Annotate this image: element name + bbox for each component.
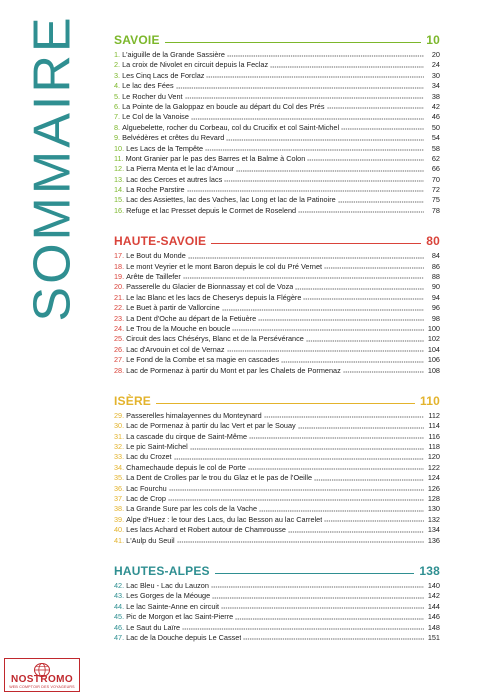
toc-entry[interactable]	[114, 251, 440, 261]
toc-entry[interactable]	[114, 303, 440, 313]
entry-page-number: 88	[431, 272, 440, 282]
entry-number: 24.	[114, 323, 125, 333]
entry-page-number: 100	[427, 323, 440, 333]
entry-title: Arête de Taillefer	[126, 272, 181, 282]
entry-title: Lac du Crozet	[126, 452, 172, 462]
entry-page-number: 78	[431, 205, 440, 215]
section-heading[interactable]	[114, 230, 440, 248]
section-heading[interactable]	[114, 29, 440, 47]
toc-entry[interactable]	[114, 195, 440, 205]
entry-list	[114, 411, 440, 546]
entry-page-number: 38	[431, 91, 440, 101]
dot-leader	[183, 277, 424, 279]
entry-title: Le Col de la Vanoise	[122, 112, 189, 122]
entry-number: 43.	[114, 591, 125, 601]
toc-entry[interactable]	[114, 81, 440, 91]
dot-leader	[232, 329, 424, 331]
entry-title: Le lac Sainte-Anne en circuit	[126, 601, 220, 611]
toc-entry[interactable]	[114, 355, 440, 365]
entry-number: 10.	[114, 143, 125, 153]
entry-number: 39.	[114, 514, 125, 524]
entry-number: 42.	[114, 581, 125, 590]
toc-entry[interactable]	[114, 293, 440, 303]
entry-page-number: 72	[431, 185, 440, 195]
toc-section	[114, 29, 440, 216]
toc-entry[interactable]	[114, 262, 440, 272]
entry-page-number: 106	[427, 355, 440, 365]
entry-page-number: 58	[431, 143, 440, 153]
entry-page-number: 42	[431, 101, 440, 111]
entry-title: La Grande Sure par les cols de la Vache	[126, 504, 258, 514]
dot-leader	[327, 107, 424, 109]
entry-number: 31.	[114, 431, 125, 441]
entry-number: 18.	[114, 261, 125, 271]
entry-page-number: 108	[427, 365, 440, 375]
dot-leader	[176, 87, 424, 89]
entry-number: 12.	[114, 164, 125, 174]
entry-number: 15.	[114, 195, 125, 205]
entry-page-number: 50	[431, 122, 440, 132]
toc-entry[interactable]	[114, 366, 440, 376]
entry-title: Lac de Pormenaz à partir du lac Vert et par le Souay	[126, 421, 296, 431]
entry-title: Alguebelette, rocher du Corbeau, col du Crucifix et col Saint-Michel	[122, 122, 340, 132]
entry-title: Lac de Pormenaz à partir du Mont et par les Chalets de Pormenaz	[126, 365, 341, 375]
toc-entry[interactable]	[114, 345, 440, 355]
entry-title: Lac de la Douche depuis Le Casset	[126, 632, 242, 642]
entry-number: 9.	[114, 133, 121, 143]
dot-leader	[221, 607, 424, 609]
dot-leader	[205, 149, 424, 151]
entry-page-number: 96	[431, 303, 440, 313]
entry-number: 16.	[114, 205, 125, 215]
entry-title: La Pointe de la Galoppaz en boucle au départ du Col des Prés	[122, 101, 325, 111]
entry-number: 7.	[114, 112, 121, 122]
toc-entry[interactable]	[114, 154, 440, 164]
entry-list	[114, 50, 440, 216]
entry-title: Lac Fourchu	[126, 483, 167, 493]
entry-title: Le Saut du Laïre	[126, 622, 181, 632]
entry-number: 22.	[114, 303, 125, 313]
entry-page-number: 94	[431, 292, 440, 302]
toc-entry[interactable]	[114, 92, 440, 102]
entry-title: Circuit des lacs Chésérys, Blanc et de la Persévérance	[126, 334, 304, 344]
toc-entry[interactable]	[114, 175, 440, 185]
section-name: SAVOIE	[114, 33, 160, 47]
toc-entry[interactable]	[114, 602, 440, 612]
entry-title: Lac des Assiettes, lac des Vaches, lac Long et lac de la Patinoire	[126, 195, 336, 205]
dot-leader	[298, 211, 424, 213]
entry-number: 23.	[114, 313, 125, 323]
entry-page-number: 24	[431, 60, 440, 70]
entry-page-number: 140	[427, 581, 440, 590]
entry-page-number: 151	[427, 632, 440, 642]
entry-number: 19.	[114, 272, 125, 282]
entry-number: 13.	[114, 174, 125, 184]
entry-number: 17.	[114, 251, 125, 261]
entry-page-number: 62	[431, 153, 440, 163]
dot-leader	[307, 159, 424, 161]
dot-leader	[185, 97, 424, 99]
entry-number: 41.	[114, 535, 125, 545]
toc-entry[interactable]	[114, 123, 440, 133]
entry-page-number: 84	[431, 251, 440, 261]
toc-section	[114, 390, 440, 546]
entry-number: 33.	[114, 452, 125, 462]
entry-title: Pic de Morgon et lac Saint-Pierre	[126, 612, 234, 622]
toc-entry[interactable]	[114, 324, 440, 334]
dot-leader	[222, 309, 424, 311]
dot-leader	[191, 118, 424, 120]
section-heading[interactable]	[114, 390, 440, 408]
entry-page-number: 126	[427, 483, 440, 493]
section-rule	[215, 573, 415, 574]
toc-entry[interactable]	[114, 442, 440, 452]
entry-number: 14.	[114, 185, 125, 195]
entry-number: 1.	[114, 49, 121, 59]
toc-entry[interactable]	[114, 525, 440, 535]
toc-entry[interactable]	[114, 473, 440, 483]
entry-title: La Pierra Menta et le lac d'Amour	[126, 164, 235, 174]
page-title: SOMMAIRE	[24, 14, 83, 322]
entry-page-number: 46	[431, 112, 440, 122]
dot-leader	[270, 66, 424, 68]
entry-title: Le Buet à partir de Vallorcine	[126, 303, 220, 313]
entry-page-number: 148	[427, 622, 440, 632]
toc-entry[interactable]	[114, 272, 440, 282]
toc-entry[interactable]	[114, 411, 440, 421]
entry-page-number: 144	[427, 601, 440, 611]
entry-title: Passerelle du Glacier de Bionnassay et col de Voza	[126, 282, 294, 292]
entry-title: Le Trou de la Mouche en boucle	[126, 323, 231, 333]
dot-leader	[258, 319, 424, 321]
logo-tagline: WEB COMPTOIR DES VOYAGEURS	[9, 685, 75, 689]
toc-entry[interactable]	[114, 432, 440, 442]
toc-entry[interactable]	[114, 144, 440, 154]
dot-leader	[248, 468, 424, 470]
dot-leader	[324, 520, 424, 522]
toc-entry[interactable]	[114, 612, 440, 622]
dot-leader	[226, 139, 424, 141]
entry-title: Alpe d'Huez : le tour des Lacs, du lac Besson au lac Carrelet	[126, 514, 323, 524]
dot-leader	[264, 416, 424, 418]
dot-leader	[188, 257, 424, 259]
toc-entry[interactable]	[114, 133, 440, 143]
toc-entry[interactable]	[114, 334, 440, 344]
entry-page-number: 70	[431, 174, 440, 184]
toc-entry[interactable]	[114, 463, 440, 473]
entry-number: 21.	[114, 292, 125, 302]
toc-entry[interactable]	[114, 504, 440, 514]
toc-entry[interactable]	[114, 494, 440, 504]
entry-number: 44.	[114, 601, 125, 611]
entry-number: 27.	[114, 355, 125, 365]
dot-leader	[227, 55, 424, 57]
dot-leader	[338, 201, 424, 203]
entry-page-number: 120	[427, 452, 440, 462]
entry-number: 20.	[114, 282, 125, 292]
entry-title: Les lacs Achard et Robert autour de Chamrousse	[126, 525, 286, 535]
entry-title: Le mont Veyrier et le mont Baron depuis le col du Pré Vernet	[126, 261, 323, 271]
entry-number: 45.	[114, 612, 125, 622]
section-page-number: 138	[419, 564, 440, 579]
toc-entry[interactable]	[114, 112, 440, 122]
dot-leader	[324, 267, 424, 269]
entry-title: Passerelles himalayennes du Monteynard	[126, 410, 262, 420]
table-of-contents	[114, 29, 440, 643]
toc-entry[interactable]	[114, 633, 440, 643]
entry-page-number: 134	[427, 525, 440, 535]
dot-leader	[235, 618, 424, 620]
entry-title: Lac Bleu - Lac du Lauzon	[126, 581, 209, 590]
entry-page-number: 112	[428, 410, 440, 420]
logo-brand: NOSTROMO	[10, 674, 74, 685]
dot-leader	[343, 371, 424, 373]
entry-title: Mont Granier par le pas des Barres et la Balme à Colon	[125, 153, 306, 163]
dot-leader	[168, 499, 424, 501]
dot-leader	[259, 510, 424, 512]
entry-number: 3.	[114, 70, 121, 80]
entry-page-number: 20	[431, 49, 440, 59]
dot-leader	[249, 437, 424, 439]
entry-page-number: 102	[427, 334, 440, 344]
entry-page-number: 118	[428, 442, 440, 452]
dot-leader	[190, 448, 424, 450]
entry-page-number: 66	[431, 164, 440, 174]
entry-number: 2.	[114, 60, 121, 70]
section-rule	[156, 403, 415, 404]
entry-number: 32.	[114, 442, 125, 452]
entry-page-number: 30	[431, 70, 440, 80]
entry-page-number: 75	[431, 195, 440, 205]
entry-list	[114, 581, 440, 643]
dot-leader	[236, 170, 424, 172]
entry-title: La Dent d'Oche au départ de la Fetiuère	[126, 313, 257, 323]
entry-title: Le lac Blanc et les lacs de Cheserys depuis la Flégère	[126, 292, 302, 302]
dot-leader	[211, 586, 424, 588]
dot-leader	[341, 128, 424, 130]
entry-page-number: 34	[431, 81, 440, 91]
section-page-number: 110	[420, 393, 440, 408]
entry-title: Lac d'Arvouin et col de Vernaz	[126, 344, 225, 354]
section-rule	[211, 243, 421, 244]
entry-page-number: 136	[427, 535, 440, 545]
section-rule	[165, 42, 422, 43]
entry-page-number: 116	[428, 431, 440, 441]
entry-number: 26.	[114, 344, 125, 354]
entry-number: 8.	[114, 122, 121, 132]
toc-entry[interactable]	[114, 71, 440, 81]
dot-leader	[306, 340, 424, 342]
toc-entry[interactable]	[114, 164, 440, 174]
entry-title: Les Gorges de la Méouge	[126, 591, 211, 601]
entry-number: 25.	[114, 334, 125, 344]
dot-leader	[177, 541, 424, 543]
entry-number: 35.	[114, 473, 125, 483]
toc-entry[interactable]	[114, 581, 440, 591]
toc-entry[interactable]	[114, 282, 440, 292]
toc-entry[interactable]	[114, 314, 440, 324]
dot-leader	[295, 288, 424, 290]
entry-page-number: 114	[428, 421, 440, 431]
entry-title: Le Rocher du Vent	[122, 91, 183, 101]
entry-number: 38.	[114, 504, 125, 514]
toc-entry[interactable]	[114, 421, 440, 431]
entry-number: 46.	[114, 622, 125, 632]
entry-page-number: 146	[427, 612, 440, 622]
dot-leader	[303, 298, 424, 300]
dot-leader	[224, 180, 424, 182]
entry-title: Lac des Cerces et autres lacs	[126, 174, 223, 184]
entry-title: Le Fond de la Combe et sa magie en cascades	[126, 355, 280, 365]
publisher-logo	[4, 658, 80, 692]
entry-title: Les Cinq Lacs de Forclaz	[122, 70, 205, 80]
section-name: HAUTES-ALPES	[114, 564, 210, 579]
toc-entry[interactable]	[114, 515, 440, 525]
entry-title: L'Aulp du Seuil	[126, 535, 175, 545]
entry-number: 37.	[114, 494, 125, 504]
entry-page-number: 54	[431, 133, 440, 143]
dot-leader	[182, 628, 424, 630]
entry-number: 34.	[114, 462, 125, 472]
entry-page-number: 122	[427, 462, 440, 472]
entry-page-number: 104	[427, 344, 440, 354]
entry-page-number: 132	[427, 514, 440, 524]
entry-title: Chamechaude depuis le col de Porte	[126, 462, 246, 472]
entry-title: La cascade du cirque de Saint-Même	[126, 431, 248, 441]
entry-page-number: 124	[427, 473, 440, 483]
dot-leader	[281, 361, 424, 363]
dot-leader	[169, 489, 424, 491]
toc-entry[interactable]	[114, 453, 440, 463]
toc-entry[interactable]	[114, 185, 440, 195]
section-name: ISÈRE	[114, 393, 152, 408]
toc-section	[114, 230, 440, 376]
dot-leader	[314, 479, 424, 481]
entry-number: 11.	[114, 153, 124, 163]
entry-number: 28.	[114, 365, 125, 375]
dot-leader	[243, 638, 424, 640]
entry-number: 29.	[114, 410, 125, 420]
entry-title: Belvédères et crêtes du Revard	[122, 133, 225, 143]
page-title-vertical	[22, 14, 84, 322]
entry-number: 40.	[114, 525, 125, 535]
entry-page-number: 142	[427, 591, 440, 601]
section-page-number: 80	[426, 234, 440, 249]
entry-title: Le lac des Fées	[122, 81, 174, 91]
toc-entry[interactable]	[114, 206, 440, 216]
toc-entry[interactable]	[114, 623, 440, 633]
entry-number: 30.	[114, 421, 125, 431]
entry-number: 6.	[114, 101, 121, 111]
dot-leader	[212, 597, 424, 599]
dot-leader	[187, 190, 424, 192]
entry-title: La croix de Nivolet en circuit depuis la Feclaz	[122, 60, 269, 70]
entry-number: 5.	[114, 91, 121, 101]
toc-entry[interactable]	[114, 50, 440, 60]
toc-entry[interactable]	[114, 102, 440, 112]
section-page-number: 10	[426, 33, 440, 47]
dot-leader	[227, 350, 425, 352]
entry-page-number: 86	[431, 261, 440, 271]
entry-page-number: 90	[431, 282, 440, 292]
entry-title: Le Bout du Monde	[126, 251, 186, 261]
entry-title: La Dent de Crolles par le trou du Glaz et le pas de l'Oeille	[126, 473, 313, 483]
entry-number: 4.	[114, 81, 121, 91]
toc-section	[114, 560, 440, 643]
entry-list	[114, 251, 440, 376]
entry-title: Refuge et lac Presset depuis le Cormet de Roselend	[126, 205, 297, 215]
entry-page-number: 130	[427, 504, 440, 514]
dot-leader	[298, 427, 424, 429]
entry-title: L'aiguille de la Grande Sassière	[122, 49, 225, 59]
entry-page-number: 98	[431, 313, 440, 323]
entry-title: La Roche Parstire	[126, 185, 185, 195]
dot-leader	[206, 76, 424, 78]
toc-entry[interactable]	[114, 536, 440, 546]
entry-title: Lac de Crop	[126, 494, 166, 504]
entry-page-number: 128	[427, 494, 440, 504]
entry-number: 47.	[114, 632, 125, 642]
toc-entry[interactable]	[114, 60, 440, 70]
dot-leader	[174, 458, 424, 460]
section-name: HAUTE-SAVOIE	[114, 234, 207, 249]
entry-title: Le pic Saint-Michel	[126, 442, 188, 452]
toc-entry[interactable]	[114, 484, 440, 494]
entry-title: Les Lacs de la Tempête	[126, 143, 204, 153]
section-heading[interactable]	[114, 560, 440, 578]
dot-leader	[288, 531, 424, 533]
toc-entry[interactable]	[114, 591, 440, 601]
entry-number: 36.	[114, 483, 125, 493]
